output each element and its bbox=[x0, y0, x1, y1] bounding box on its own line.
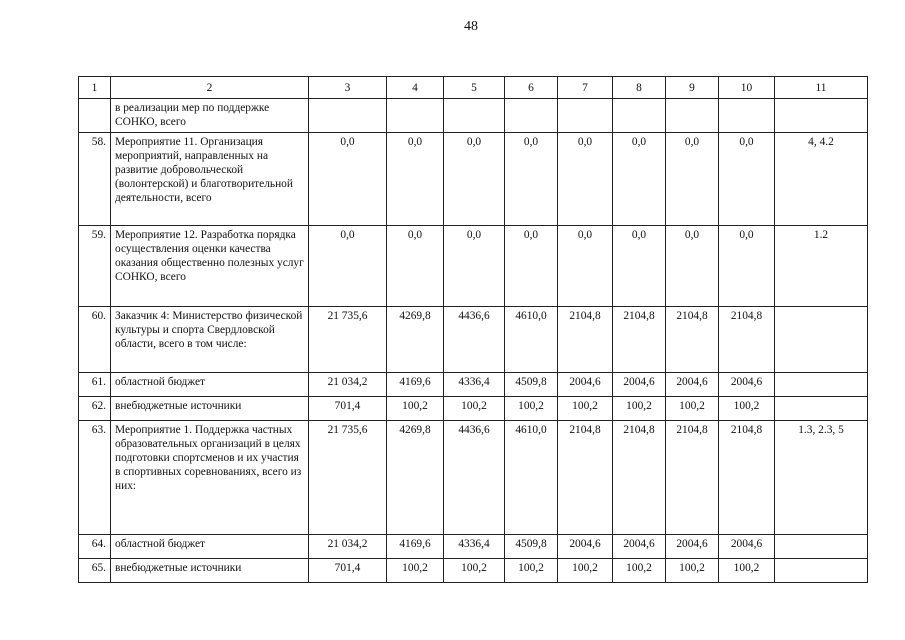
row-number: 60. bbox=[79, 307, 111, 373]
value-cell: 701,4 bbox=[309, 559, 387, 583]
value-cell: 0,0 bbox=[719, 226, 775, 307]
reference-cell bbox=[775, 373, 868, 397]
value-cell: 2104,8 bbox=[719, 307, 775, 373]
column-header: 11 bbox=[775, 77, 868, 99]
row-name: Мероприятие 12. Разработка порядка осуществления оценки качества оказания общественно полезных услуг СОНКО, всего bbox=[111, 226, 309, 307]
value-cell: 100,2 bbox=[505, 559, 558, 583]
value-cell: 0,0 bbox=[613, 226, 666, 307]
table-row bbox=[79, 559, 868, 583]
value-cell: 4336,4 bbox=[444, 535, 505, 559]
value-cell: 100,2 bbox=[719, 397, 775, 421]
value-cell: 2104,8 bbox=[613, 421, 666, 535]
value-cell: 100,2 bbox=[505, 397, 558, 421]
row-number: 65. bbox=[79, 559, 111, 583]
value-cell: 2104,8 bbox=[613, 307, 666, 373]
value-cell bbox=[613, 99, 666, 133]
row-name: внебюджетные источники bbox=[111, 397, 309, 421]
value-cell: 100,2 bbox=[387, 559, 444, 583]
row-number bbox=[79, 99, 111, 133]
value-cell bbox=[505, 99, 558, 133]
value-cell: 100,2 bbox=[387, 397, 444, 421]
value-cell: 0,0 bbox=[444, 226, 505, 307]
reference-cell: 4, 4.2 bbox=[775, 133, 868, 226]
value-cell: 21 735,6 bbox=[309, 307, 387, 373]
value-cell: 100,2 bbox=[666, 397, 719, 421]
value-cell: 21 735,6 bbox=[309, 421, 387, 535]
value-cell: 100,2 bbox=[719, 559, 775, 583]
column-header: 8 bbox=[613, 77, 666, 99]
value-cell: 4169,6 bbox=[387, 535, 444, 559]
reference-cell bbox=[775, 559, 868, 583]
reference-cell: 1.3, 2.3, 5 bbox=[775, 421, 868, 535]
column-header: 2 bbox=[111, 77, 309, 99]
row-name: Мероприятие 11. Организация мероприятий, направленных на развитие добровольческой (волонтерской) и благотворительной деятельности, всего bbox=[111, 133, 309, 226]
header-row bbox=[79, 77, 868, 99]
value-cell bbox=[387, 99, 444, 133]
row-name: Мероприятие 1. Поддержка частных образовательных организаций в целях подготовки спортсменов и их участия в спортивных соревнованиях, всего из них: bbox=[111, 421, 309, 535]
value-cell: 2104,8 bbox=[666, 307, 719, 373]
column-header: 4 bbox=[387, 77, 444, 99]
value-cell: 4336,4 bbox=[444, 373, 505, 397]
value-cell: 4436,6 bbox=[444, 307, 505, 373]
budget-table bbox=[78, 76, 868, 583]
value-cell: 0,0 bbox=[666, 133, 719, 226]
value-cell: 2004,6 bbox=[613, 535, 666, 559]
value-cell: 2104,8 bbox=[666, 421, 719, 535]
row-number: 63. bbox=[79, 421, 111, 535]
table-row bbox=[79, 307, 868, 373]
value-cell bbox=[444, 99, 505, 133]
value-cell: 100,2 bbox=[613, 397, 666, 421]
value-cell: 0,0 bbox=[666, 226, 719, 307]
value-cell: 21 034,2 bbox=[309, 535, 387, 559]
page-number: 48 bbox=[464, 19, 478, 34]
value-cell: 2104,8 bbox=[558, 307, 613, 373]
value-cell: 100,2 bbox=[444, 397, 505, 421]
table-row bbox=[79, 133, 868, 226]
value-cell: 0,0 bbox=[387, 133, 444, 226]
value-cell: 4509,8 bbox=[505, 535, 558, 559]
row-name: в реализации мер по поддержке СОНКО, всего bbox=[111, 99, 309, 133]
table-row bbox=[79, 535, 868, 559]
value-cell: 2004,6 bbox=[719, 535, 775, 559]
value-cell bbox=[666, 99, 719, 133]
value-cell: 2004,6 bbox=[666, 535, 719, 559]
row-number: 64. bbox=[79, 535, 111, 559]
value-cell: 701,4 bbox=[309, 397, 387, 421]
value-cell: 4269,8 bbox=[387, 307, 444, 373]
value-cell: 0,0 bbox=[719, 133, 775, 226]
reference-cell bbox=[775, 397, 868, 421]
value-cell: 0,0 bbox=[309, 133, 387, 226]
column-header: 9 bbox=[666, 77, 719, 99]
column-header: 7 bbox=[558, 77, 613, 99]
table-row bbox=[79, 397, 868, 421]
reference-cell bbox=[775, 535, 868, 559]
value-cell: 4436,6 bbox=[444, 421, 505, 535]
row-name: Заказчик 4: Министерство физической культуры и спорта Свердловской области, всего в том числе: bbox=[111, 307, 309, 373]
table-row bbox=[79, 99, 868, 133]
value-cell: 2104,8 bbox=[719, 421, 775, 535]
table-row bbox=[79, 226, 868, 307]
value-cell bbox=[309, 99, 387, 133]
value-cell: 2004,6 bbox=[719, 373, 775, 397]
value-cell: 100,2 bbox=[558, 397, 613, 421]
value-cell: 100,2 bbox=[558, 559, 613, 583]
reference-cell bbox=[775, 307, 868, 373]
value-cell: 4610,0 bbox=[505, 307, 558, 373]
value-cell: 0,0 bbox=[387, 226, 444, 307]
row-number: 59. bbox=[79, 226, 111, 307]
value-cell bbox=[558, 99, 613, 133]
column-header: 3 bbox=[309, 77, 387, 99]
value-cell: 21 034,2 bbox=[309, 373, 387, 397]
value-cell: 100,2 bbox=[666, 559, 719, 583]
value-cell: 2004,6 bbox=[558, 373, 613, 397]
row-name: областной бюджет bbox=[111, 535, 309, 559]
value-cell: 0,0 bbox=[309, 226, 387, 307]
value-cell: 0,0 bbox=[558, 133, 613, 226]
column-header: 10 bbox=[719, 77, 775, 99]
row-name: внебюджетные источники bbox=[111, 559, 309, 583]
value-cell: 100,2 bbox=[613, 559, 666, 583]
row-number: 58. bbox=[79, 133, 111, 226]
value-cell: 4269,8 bbox=[387, 421, 444, 535]
value-cell: 4509,8 bbox=[505, 373, 558, 397]
value-cell: 0,0 bbox=[558, 226, 613, 307]
value-cell: 100,2 bbox=[444, 559, 505, 583]
row-name: областной бюджет bbox=[111, 373, 309, 397]
value-cell: 4169,6 bbox=[387, 373, 444, 397]
column-header: 1 bbox=[79, 77, 111, 99]
row-number: 61. bbox=[79, 373, 111, 397]
value-cell: 2004,6 bbox=[613, 373, 666, 397]
column-header: 6 bbox=[505, 77, 558, 99]
reference-cell bbox=[775, 99, 868, 133]
value-cell: 2104,8 bbox=[558, 421, 613, 535]
value-cell: 2004,6 bbox=[666, 373, 719, 397]
value-cell: 2004,6 bbox=[558, 535, 613, 559]
value-cell: 0,0 bbox=[505, 226, 558, 307]
value-cell: 4610,0 bbox=[505, 421, 558, 535]
value-cell bbox=[719, 99, 775, 133]
table-row bbox=[79, 421, 868, 535]
value-cell: 0,0 bbox=[444, 133, 505, 226]
reference-cell: 1.2 bbox=[775, 226, 868, 307]
value-cell: 0,0 bbox=[505, 133, 558, 226]
table-row bbox=[79, 373, 868, 397]
value-cell: 0,0 bbox=[613, 133, 666, 226]
row-number: 62. bbox=[79, 397, 111, 421]
column-header: 5 bbox=[444, 77, 505, 99]
